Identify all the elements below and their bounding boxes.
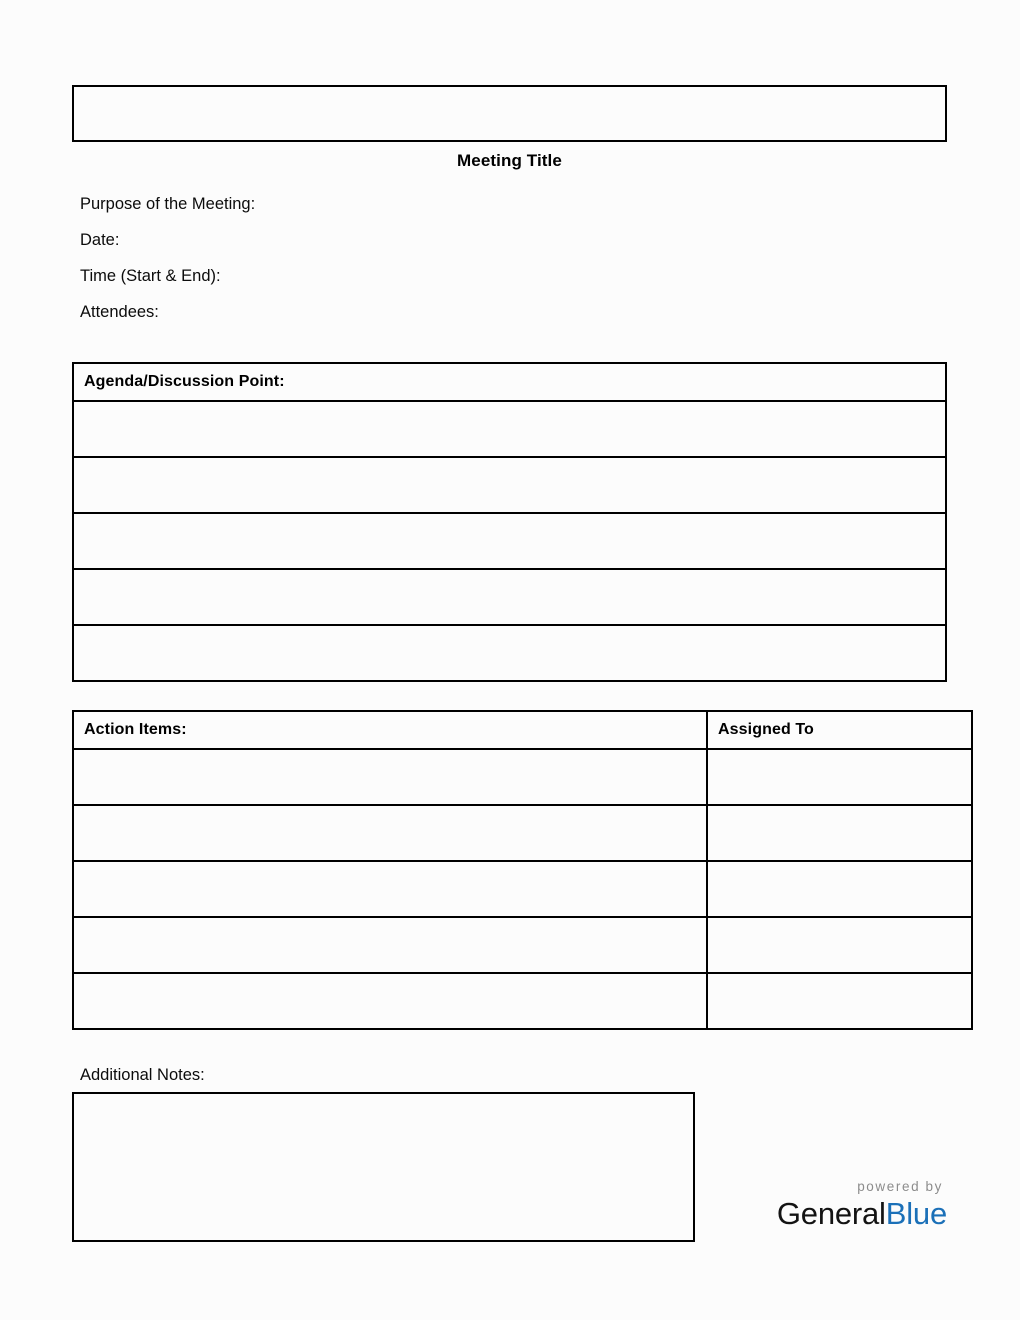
- meta-label-date: Date:: [80, 231, 120, 249]
- assigned-to-cell[interactable]: [707, 917, 972, 973]
- action-item-cell[interactable]: [73, 861, 707, 917]
- agenda-table: [72, 362, 947, 682]
- powered-by-logo: [723, 1178, 947, 1233]
- table-row: [73, 861, 972, 917]
- table-row: [73, 917, 972, 973]
- table-row: [73, 401, 946, 457]
- action-items-table: [72, 710, 973, 1030]
- table-row: [73, 749, 972, 805]
- agenda-header-row: [73, 363, 946, 401]
- table-row: [73, 625, 946, 681]
- additional-notes-input-box[interactable]: [72, 1092, 695, 1242]
- action-items-table-head: [73, 711, 972, 749]
- additional-notes-label: Additional Notes:: [80, 1066, 205, 1084]
- assigned-to-cell[interactable]: [707, 805, 972, 861]
- action-item-cell[interactable]: [73, 749, 707, 805]
- meeting-title-input-box[interactable]: [72, 85, 947, 142]
- table-row: [73, 457, 946, 513]
- generalblue-wordmark: [723, 1195, 947, 1233]
- agenda-column-header: Agenda/Discussion Point:: [73, 363, 946, 401]
- brand-name-blue: Blue: [885, 1196, 947, 1231]
- meta-label-attendees: Attendees:: [80, 303, 159, 321]
- brand-name-general: General: [776, 1196, 886, 1231]
- assigned-to-cell[interactable]: [707, 973, 972, 1029]
- agenda-cell[interactable]: [73, 625, 946, 681]
- action-item-cell[interactable]: [73, 973, 707, 1029]
- table-row: [73, 805, 972, 861]
- meta-label-time: Time (Start & End):: [80, 267, 221, 285]
- agenda-table-head: [73, 363, 946, 401]
- action-items-header-row: [73, 711, 972, 749]
- meta-label-purpose: Purpose of the Meeting:: [80, 195, 256, 213]
- meeting-meta-list: [80, 186, 780, 330]
- action-item-cell[interactable]: [73, 805, 707, 861]
- action-items-table-body: [73, 749, 972, 1029]
- agenda-cell[interactable]: [73, 457, 946, 513]
- page-title: Meeting Title: [457, 151, 562, 170]
- table-row: [73, 973, 972, 1029]
- agenda-cell[interactable]: [73, 569, 946, 625]
- assigned-to-cell[interactable]: [707, 749, 972, 805]
- table-row: [73, 513, 946, 569]
- action-items-column-header: Action Items:: [73, 711, 707, 749]
- assigned-to-cell[interactable]: [707, 861, 972, 917]
- agenda-table-body: [73, 401, 946, 681]
- table-row: [73, 569, 946, 625]
- powered-by-label: powered by: [857, 1179, 943, 1194]
- agenda-cell[interactable]: [73, 401, 946, 457]
- agenda-cell[interactable]: [73, 513, 946, 569]
- action-item-cell[interactable]: [73, 917, 707, 973]
- assigned-to-column-header: Assigned To: [707, 711, 972, 749]
